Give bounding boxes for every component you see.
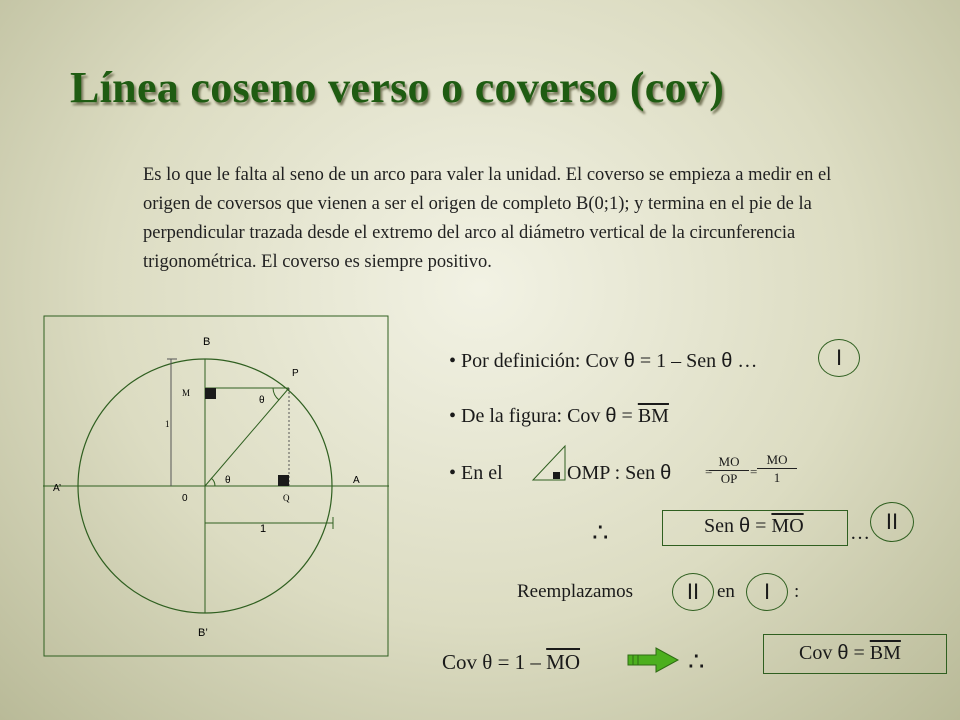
label-m: M <box>182 388 191 398</box>
replace-en: en <box>717 581 735 602</box>
triangle-line-prefix: • En el <box>449 462 503 484</box>
label-q: Q <box>283 493 290 503</box>
right-angle-mark-m <box>205 388 216 399</box>
definition-line: • Por definición: Cov θ = 1 – Sen θ … <box>449 350 758 372</box>
fraction-mo-1: $\frac{MO}{1}$ <box>757 451 797 486</box>
label-b-prime: B’ <box>198 627 208 639</box>
label-theta-p: θ <box>259 395 265 406</box>
label-p: P <box>292 368 299 379</box>
label-a: A <box>353 475 360 486</box>
intro-paragraph: Es lo que le falta al seno de un arco para valer la unidad. El coverso se empieza a medir en el origen de coversos que vienen a ser el origen de completo B(0;1); y termina en el pie de la perpendicular trazada desde el extremo del arco al diámetro vertical de la circunferencia trigonométrica. El coverso es siempre positivo. <box>143 165 832 272</box>
figure-line: • De la figura: Cov $\theta = \overline{BM}$ <box>449 405 669 427</box>
replace-word: Reemplazamos <box>517 581 634 602</box>
ref-ellipse-ii: II <box>870 502 914 542</box>
label-one-left: 1 <box>165 419 170 429</box>
implies-arrow-icon <box>626 646 680 674</box>
angle-arc-center <box>211 478 215 486</box>
label-a-prime: A’ <box>53 483 62 494</box>
label-one-bottom: 1 <box>260 523 267 535</box>
eq-sign-2: = <box>750 464 758 479</box>
label-b: B <box>203 336 211 348</box>
label-zero: 0 <box>182 493 188 504</box>
angle-arc-p <box>273 388 279 400</box>
therefore-symbol-1: ∴ <box>592 518 611 547</box>
label-theta-center: θ <box>225 475 231 486</box>
eq-sign-1: = <box>705 464 713 479</box>
result-dots: … <box>850 522 870 544</box>
radius-op <box>205 388 289 486</box>
triangle-line-body: OMP : Sen θ <box>567 462 672 484</box>
right-angle-mark-q <box>278 475 289 486</box>
triangle-icon <box>531 444 567 482</box>
slide-title: Línea coseno verso o coverso (cov) <box>70 63 725 112</box>
final-expression: Cov $\theta = 1 - \overline{MO}$ <box>442 650 581 674</box>
replace-colon: : <box>794 581 800 602</box>
result-sen-text: Sen $\theta = \overline{MO}$ <box>704 515 804 537</box>
therefore-symbol-2: ∴ <box>688 647 707 676</box>
ref-ellipse-i-replace: I <box>746 573 788 611</box>
ref-ellipse-ii-replace: II <box>672 573 714 611</box>
final-cov-text: Cov $\theta = \overline{BM}$ <box>799 642 901 664</box>
fraction-mo-op: $\frac{MO}{OP}$ <box>709 454 749 487</box>
ref-ellipse-i: I <box>818 339 860 377</box>
unit-circle-figure <box>43 315 389 657</box>
